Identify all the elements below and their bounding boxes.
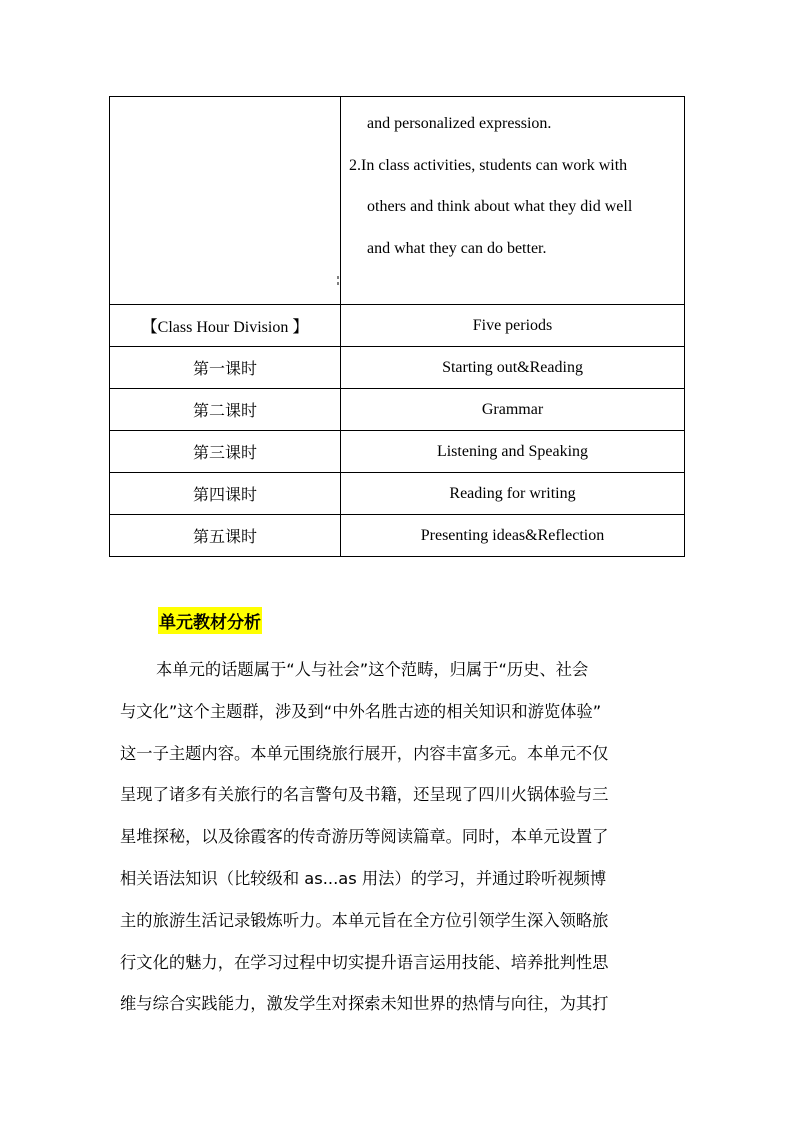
objectives-cell <box>341 97 685 305</box>
period-label: 第三课时 <box>110 431 341 473</box>
period-content: Presenting ideas&Reflection <box>341 515 685 557</box>
period-label: 第一课时 <box>110 347 341 389</box>
paragraph-line: 相关语法知识（比较级和 as...as 用法）的学习，并通过聆听视频博 <box>120 868 607 888</box>
period-content: Reading for writing <box>341 473 685 515</box>
period-row <box>110 473 685 515</box>
paragraph-line: 星堆探秘，以及徐霞客的传奇游历等阅读篇章。同时，本单元设置了 <box>120 827 609 847</box>
objectives-row <box>110 97 685 305</box>
division-label: 【Class Hour Division 】 <box>110 305 341 347</box>
analysis-paragraph <box>120 649 676 1025</box>
paragraph-line: 行文化的魅力，在学习过程中切实提升语言运用技能、培养批判性思 <box>120 952 609 972</box>
period-label: 第四课时 <box>110 473 341 515</box>
cursor-mark-icon <box>336 276 340 286</box>
period-label: 第五课时 <box>110 515 341 557</box>
section-heading: 单元教材分析 <box>158 607 262 634</box>
period-row <box>110 515 685 557</box>
period-content: Listening and Speaking <box>341 431 685 473</box>
period-row <box>110 347 685 389</box>
objectives-label-cell <box>110 97 341 305</box>
period-label: 第二课时 <box>110 389 341 431</box>
period-content: Starting out&Reading <box>341 347 685 389</box>
period-content: Grammar <box>341 389 685 431</box>
paragraph-line: 维与综合实践能力，激发学生对探索未知世界的热情与向往，为其打 <box>120 994 609 1014</box>
period-row <box>110 431 685 473</box>
paragraph-line: 主的旅游生活记录锻炼听力。本单元旨在全方位引领学生深入领略旅 <box>120 910 609 930</box>
objective-line: and what they can do better. <box>367 239 547 257</box>
division-row <box>110 305 685 347</box>
objective-line: 2.In class activities, students can work with <box>349 156 628 174</box>
objective-line: others and think about what they did well <box>367 198 633 215</box>
division-value: Five periods <box>341 305 685 347</box>
paragraph-line: 呈现了诸多有关旅行的名言警句及书籍，还呈现了四川火锅体验与三 <box>120 785 609 805</box>
paragraph-line: 与文化”这个主题群，涉及到“中外名胜古迹的相关知识和游览体验” <box>120 701 602 721</box>
objective-line: and personalized expression. <box>367 115 552 132</box>
period-row <box>110 389 685 431</box>
objectives-text <box>341 97 684 269</box>
paragraph-line: 这一子主题内容。本单元围绕旅行展开，内容丰富多元。本单元不仅 <box>120 743 609 763</box>
class-hour-table <box>109 96 685 557</box>
paragraph-line: 本单元的话题属于“人与社会”这个范畴，归属于“历史、社会 <box>156 660 589 679</box>
